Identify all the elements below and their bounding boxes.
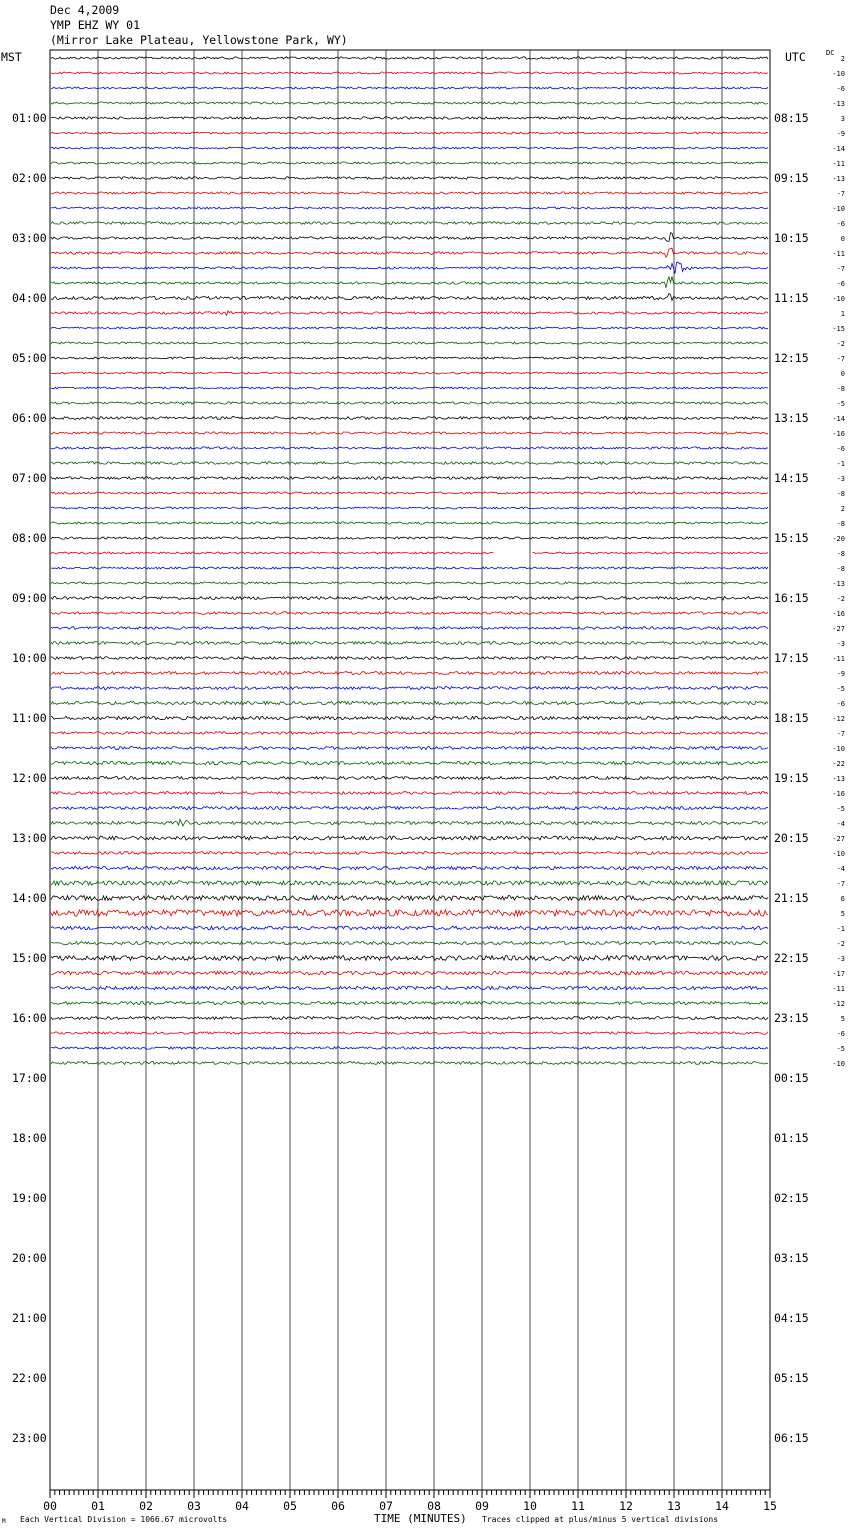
seismic-trace: [51, 192, 768, 194]
seismic-trace: [51, 102, 768, 104]
right-hour-label: 21:15: [774, 891, 809, 905]
right-hour-label: 18:15: [774, 711, 809, 725]
seismic-trace: [51, 687, 768, 690]
left-hour-label: 15:00: [12, 951, 47, 965]
dc-offset-label: -9: [836, 670, 845, 678]
dc-offset-label: -27: [832, 625, 845, 633]
dc-offset-label: 5: [840, 910, 845, 918]
dc-offset-label: -7: [836, 190, 845, 198]
seismic-trace: [51, 1032, 768, 1034]
seismic-trace: [51, 72, 768, 74]
seismic-trace: [51, 57, 768, 59]
dc-offset-label: -10: [832, 850, 845, 858]
seismic-trace: [51, 372, 768, 374]
dc-offset-label: -27: [832, 835, 845, 843]
dc-offset-label: -12: [832, 715, 845, 723]
left-hour-label: 09:00: [12, 591, 47, 605]
left-hour-label: 14:00: [12, 891, 47, 905]
dc-offset-label: -22: [832, 760, 845, 768]
dc-offset-label: -6: [836, 445, 845, 453]
seismic-trace: [51, 956, 768, 961]
right-hour-label: 15:15: [774, 531, 809, 545]
right-hour-label: 13:15: [774, 411, 809, 425]
dc-offset-label: -2: [836, 595, 845, 603]
dc-offset-label: -10: [832, 70, 845, 78]
station-location: (Mirror Lake Plateau, Yellowstone Park, WY): [50, 33, 348, 47]
seismic-trace: [51, 492, 768, 494]
dc-offset-label: -3: [836, 640, 845, 648]
dc-offset-label: -6: [836, 220, 845, 228]
x-tick-label: 00: [43, 1499, 57, 1513]
left-hour-label: 19:00: [12, 1191, 47, 1205]
dc-offset-label: -13: [832, 775, 845, 783]
seismic-trace: [51, 926, 768, 930]
left-timezone-label: MST: [1, 50, 22, 64]
seismic-trace: [51, 327, 768, 329]
x-tick-label: 01: [91, 1499, 105, 1513]
dc-offset-label: -8: [836, 490, 845, 498]
station-code: YMP EHZ WY 01: [50, 18, 141, 32]
seismic-trace: [51, 277, 768, 288]
dc-offset-label: -15: [832, 325, 845, 333]
dc-offset-label: -16: [832, 610, 845, 618]
seismic-trace: [51, 357, 768, 359]
dc-offset-label: -7: [836, 355, 845, 363]
seismic-trace: [51, 1017, 768, 1020]
dc-offset-label: -1: [836, 925, 845, 933]
seismic-trace: [51, 387, 768, 389]
dc-offset-label: 5: [840, 1015, 845, 1023]
left-hour-label: 08:00: [12, 531, 47, 545]
dc-offset-label: -6: [836, 280, 845, 288]
left-hour-label: 22:00: [12, 1371, 47, 1385]
seismic-trace: [51, 1062, 768, 1065]
seismic-trace: [51, 896, 768, 901]
seismic-trace: [51, 507, 768, 509]
right-hour-label: 01:15: [774, 1131, 809, 1145]
dc-offset-header: DC: [826, 49, 835, 57]
seismic-trace: [51, 761, 768, 764]
dc-offset-label: -17: [832, 970, 845, 978]
right-hour-label: 23:15: [774, 1011, 809, 1025]
dc-offset-label: 2: [840, 55, 845, 63]
seismic-trace: [51, 1002, 768, 1005]
right-hour-label: 22:15: [774, 951, 809, 965]
left-hour-label: 05:00: [12, 351, 47, 365]
seismic-traces: [51, 57, 768, 1065]
chart-date: Dec 4,2009: [50, 3, 120, 17]
x-tick-label: 02: [139, 1499, 153, 1513]
x-tick-label: 13: [667, 1499, 681, 1513]
dc-offset-label: 3: [840, 115, 845, 123]
x-tick-label: 15: [763, 1499, 777, 1513]
dc-offset-label: -16: [832, 790, 845, 798]
dc-offset-label: -11: [832, 985, 845, 993]
seismic-trace: [51, 311, 768, 316]
dc-offset-label: -6: [836, 1030, 845, 1038]
dc-offset-label: -9: [836, 130, 845, 138]
seismic-trace: [51, 852, 768, 855]
seismic-trace: [51, 262, 768, 274]
seismic-trace: [51, 657, 768, 660]
seismic-trace: [51, 642, 768, 645]
dc-offset-label: 0: [840, 235, 845, 243]
dc-offset-label: -10: [832, 1060, 845, 1068]
left-hour-label: 17:00: [12, 1071, 47, 1085]
plot-frame: [50, 50, 770, 1490]
seismic-trace: [51, 567, 768, 569]
left-hour-label: 06:00: [12, 411, 47, 425]
left-hour-label: 20:00: [12, 1251, 47, 1265]
dc-offset-label: -3: [836, 955, 845, 963]
right-hour-label: 17:15: [774, 651, 809, 665]
seismic-trace: [51, 402, 768, 405]
dc-offset-label: -10: [832, 745, 845, 753]
right-hour-label: 02:15: [774, 1191, 809, 1205]
scale-note: Each Vertical Division = 1066.67 microvolts: [20, 1515, 228, 1524]
dc-offset-label: -11: [832, 655, 845, 663]
dc-offset-label: -7: [836, 265, 845, 273]
right-hour-label: 03:15: [774, 1251, 809, 1265]
x-tick-label: 14: [715, 1499, 729, 1513]
dc-offset-label: -2: [836, 340, 845, 348]
axis-labels: [12, 55, 845, 1513]
dc-offset-label: -8: [836, 565, 845, 573]
dc-offset-label: -5: [836, 1045, 845, 1053]
dc-offset-label: -14: [832, 415, 845, 423]
dc-offset-label: -5: [836, 685, 845, 693]
dc-offset-label: -13: [832, 100, 845, 108]
left-hour-label: 03:00: [12, 231, 47, 245]
seismic-trace: [51, 117, 768, 119]
seismic-trace: [51, 147, 768, 149]
right-hour-label: 19:15: [774, 771, 809, 785]
seismic-trace: [51, 132, 768, 134]
right-hour-label: 20:15: [774, 831, 809, 845]
x-tick-label: 03: [187, 1499, 201, 1513]
dc-offset-label: -11: [832, 160, 845, 168]
seismic-trace: [51, 881, 768, 885]
x-tick-label: 12: [619, 1499, 633, 1513]
x-tick-label: 05: [283, 1499, 297, 1513]
seismic-trace: [51, 596, 768, 600]
x-tick-label: 09: [475, 1499, 489, 1513]
seismic-trace: [51, 248, 768, 257]
dc-offset-label: -8: [836, 520, 845, 528]
seismic-trace: [51, 672, 768, 675]
seismic-trace: [51, 910, 768, 916]
dc-offset-label: -20: [832, 535, 845, 543]
seismic-trace: [51, 807, 768, 810]
seismic-trace: [51, 777, 768, 780]
dc-offset-label: -10: [832, 295, 845, 303]
left-hour-label: 10:00: [12, 651, 47, 665]
seismic-trace: [51, 582, 768, 584]
seismic-trace: [51, 627, 768, 630]
dc-offset-label: -14: [832, 145, 845, 153]
x-tick-label: 04: [235, 1499, 249, 1513]
seismic-trace: [51, 701, 768, 704]
left-hour-label: 23:00: [12, 1431, 47, 1445]
seismic-trace: [51, 477, 768, 480]
left-hour-label: 01:00: [12, 111, 47, 125]
dc-offset-label: -3: [836, 475, 845, 483]
dc-offset-label: -1: [836, 460, 845, 468]
left-hour-label: 11:00: [12, 711, 47, 725]
dc-offset-label: -8: [836, 385, 845, 393]
seismic-trace: [51, 552, 494, 554]
dc-offset-label: -12: [832, 1000, 845, 1008]
seismic-trace: [51, 537, 768, 539]
left-hour-label: 12:00: [12, 771, 47, 785]
seismic-trace: [51, 162, 768, 164]
x-axis-title: TIME (MINUTES): [374, 1512, 467, 1525]
right-hour-label: 06:15: [774, 1431, 809, 1445]
left-hour-label: 16:00: [12, 1011, 47, 1025]
right-hour-label: 14:15: [774, 471, 809, 485]
seismic-trace: [51, 819, 768, 826]
dc-offset-label: -11: [832, 250, 845, 258]
right-hour-label: 00:15: [774, 1071, 809, 1085]
dc-offset-label: -16: [832, 430, 845, 438]
dc-offset-label: -5: [836, 400, 845, 408]
seismic-trace: [51, 233, 768, 242]
seismic-trace: [51, 447, 768, 449]
seismic-trace: [51, 207, 768, 209]
right-hour-label: 05:15: [774, 1371, 809, 1385]
seismic-trace: [51, 612, 768, 615]
seismic-trace: [51, 462, 768, 465]
right-hour-label: 08:15: [774, 111, 809, 125]
x-tick-label: 10: [523, 1499, 537, 1513]
seismic-trace: [51, 432, 768, 434]
seismic-trace: [51, 417, 768, 420]
dc-offset-label: -5: [836, 805, 845, 813]
seismic-trace: [51, 732, 768, 735]
seismic-trace: [533, 552, 769, 554]
seismic-trace: [51, 716, 768, 719]
seismic-trace: [51, 866, 768, 869]
seismic-trace: [51, 87, 768, 89]
x-tick-label: 07: [379, 1499, 393, 1513]
left-hour-label: 13:00: [12, 831, 47, 845]
seismic-trace: [51, 177, 768, 179]
dc-offset-label: -6: [836, 700, 845, 708]
dc-offset-label: 2: [840, 505, 845, 513]
seismic-trace: [51, 342, 768, 344]
left-hour-label: 04:00: [12, 291, 47, 305]
left-hour-label: 07:00: [12, 471, 47, 485]
right-hour-label: 09:15: [774, 171, 809, 185]
footer-mark: M: [2, 1518, 6, 1525]
right-hour-label: 10:15: [774, 231, 809, 245]
right-hour-label: 11:15: [774, 291, 809, 305]
dc-offset-label: -4: [836, 865, 845, 873]
dc-offset-label: -10: [832, 205, 845, 213]
dc-offset-label: -8: [836, 550, 845, 558]
seismic-trace: [51, 792, 768, 795]
dc-offset-label: -2: [836, 940, 845, 948]
dc-offset-label: -13: [832, 580, 845, 588]
dc-offset-label: -4: [836, 820, 845, 828]
seismic-trace: [51, 941, 768, 944]
dc-offset-label: 0: [840, 370, 845, 378]
left-hour-label: 21:00: [12, 1311, 47, 1325]
x-tick-label: 08: [427, 1499, 441, 1513]
seismic-trace: [51, 522, 768, 524]
x-tick-label: 06: [331, 1499, 345, 1513]
dc-offset-label: -7: [836, 880, 845, 888]
dc-offset-label: -13: [832, 175, 845, 183]
right-hour-label: 04:15: [774, 1311, 809, 1325]
seismic-trace: [51, 294, 768, 301]
dc-offset-label: -7: [836, 730, 845, 738]
left-hour-label: 18:00: [12, 1131, 47, 1145]
dc-offset-label: 6: [840, 895, 845, 903]
dc-offset-label: 1: [840, 310, 845, 318]
seismic-trace: [51, 1047, 768, 1049]
left-hour-label: 02:00: [12, 171, 47, 185]
dc-offset-label: -6: [836, 85, 845, 93]
x-tick-label: 11: [571, 1499, 585, 1513]
right-timezone-label: UTC: [785, 50, 806, 64]
seismic-trace: [51, 971, 768, 975]
seismic-trace: [51, 222, 768, 225]
seismic-trace: [51, 747, 768, 750]
clip-note: Traces clipped at plus/minus 5 vertical divisions: [482, 1515, 719, 1524]
seismic-trace: [51, 836, 768, 840]
right-hour-label: 16:15: [774, 591, 809, 605]
seismic-trace: [51, 986, 768, 989]
right-hour-label: 12:15: [774, 351, 809, 365]
